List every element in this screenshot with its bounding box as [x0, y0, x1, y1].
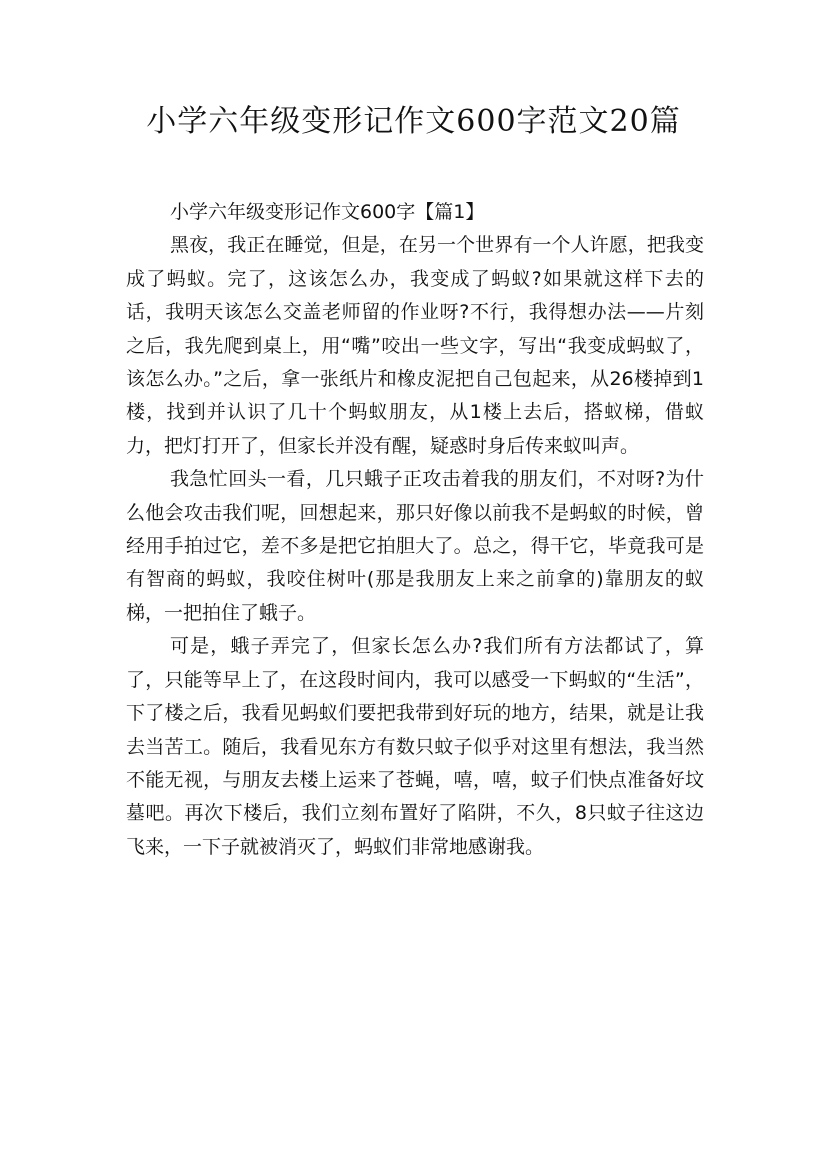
- document-title: 小学六年级变形记作文600字范文20篇: [146, 104, 681, 139]
- paragraph-3: 可是，蛾子弄完了，但家长怎么办?我们所有方法都试了，算了，只能等早上了，在这段时间内，我可以感受一下蚂蚁的“生活”，下了楼之后，我看见蚂蚁们要把我带到好玩的地方，结果，就是让我去当苦工。随后，我看见东方有数只蚊子似乎对这里有想法，我当然不能无视，与朋友去楼上运来了苍蝇，嘻，嘻，蚊子们快点准备好坟墓吧。再次下楼后，我们立刻布置好了陷阱，不久，8只蚊子往这边飞来，一下子就被消灭了，蚂蚁们非常地感谢我。: [126, 635, 704, 858]
- paragraph-1: 黑夜，我正在睡觉，但是，在另一个世界有一个人许愿，把我变成了蚂蚁。完了，这该怎么办，我变成了蚂蚁?如果就这样下去的话，我明天该怎么交盖老师留的作业呀?不行，我得想办法——片刻之后，我先爬到桌上，用“嘴”咬出一些文字，写出“我变成蚂蚁了，该怎么办。”之后，拿一张纸片和橡皮泥把自己包起来，从26楼掉到1楼，找到并认识了几十个蚂蚁朋友，从1楼上去后，搭蚁梯，借蚁力，把灯打开了，但家长并没有醒，疑惑时身后传来蚁叫声。: [126, 234, 704, 457]
- section-heading: 小学六年级变形记作文600字【篇1】: [170, 201, 485, 223]
- document-body: [126, 196, 704, 864]
- paragraph-2: 我急忙回头一看，几只蛾子正攻击着我的朋友们，不对呀?为什么他会攻击我们呢，回想起来，那只好像以前我不是蚂蚁的时候，曾经用手拍过它，差不多是把它拍胆大了。总之，得干它，毕竟我可是有智商的蚂蚁，我咬住树叶(那是我朋友上来之前拿的)靠朋友的蚁梯，一把拍住了蛾子。: [126, 468, 704, 624]
